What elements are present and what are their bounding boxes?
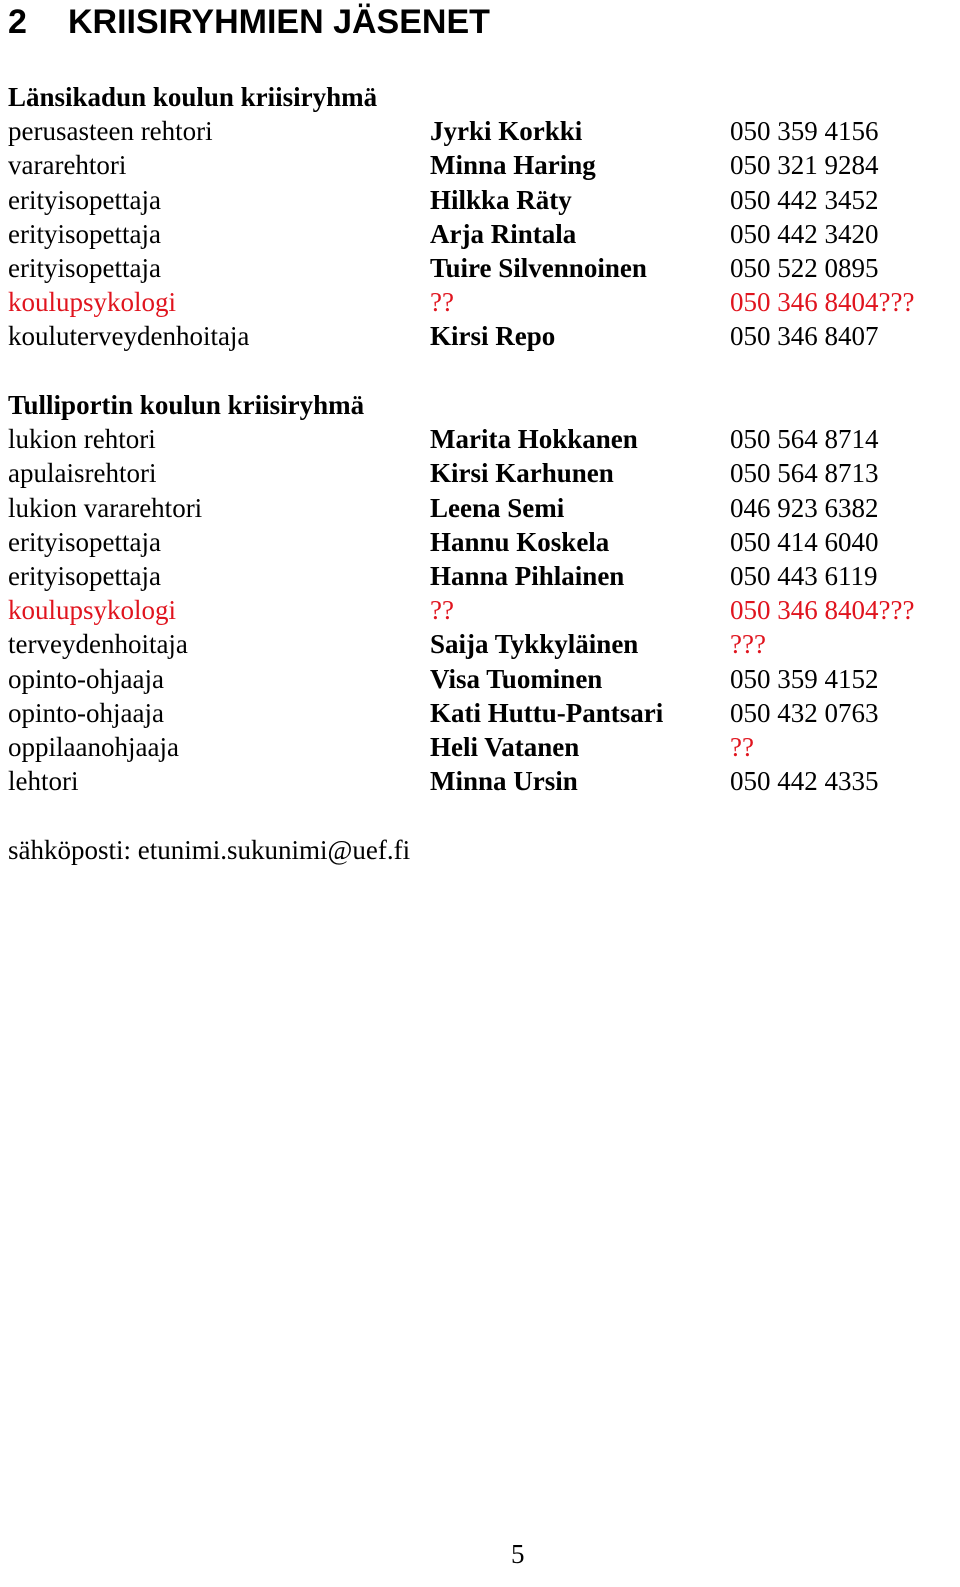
member-phone: 050 442 4335 [730, 766, 879, 797]
member-phone: 050 359 4156 [730, 116, 879, 147]
member-phone: 050 432 0763 [730, 697, 879, 728]
member-role: oppilaanohjaaja [8, 731, 179, 762]
member-role: erityisopettaja [8, 526, 161, 557]
member-name: ?? [430, 595, 454, 626]
member-phone: 050 564 8713 [730, 458, 879, 489]
member-phone: 050 321 9284 [730, 150, 879, 181]
member-row-unfilled [8, 593, 958, 627]
member-phone: 050 346 8404??? [730, 595, 915, 626]
crisis-group-lansikatu [8, 80, 958, 354]
section-title: KRIISIRYHMIEN JÄSENET [68, 3, 490, 41]
member-role: perusasteen rehtori [8, 116, 213, 147]
member-role: erityisopettaja [8, 218, 161, 249]
member-name: Marita Hokkanen [430, 424, 638, 455]
member-row [8, 251, 958, 285]
member-name: Arja Rintala [430, 218, 577, 249]
member-role: koulupsykologi [8, 595, 177, 626]
member-role: lehtori [8, 766, 79, 797]
group-title: Tulliportin koulun kriisiryhmä [8, 390, 365, 420]
member-row [8, 662, 958, 696]
member-name: Jyrki Korkki [430, 116, 583, 147]
member-phone: 050 564 8714 [730, 424, 879, 455]
member-phone: 050 442 3452 [730, 184, 879, 215]
member-row [8, 456, 958, 490]
member-row-unfilled [8, 285, 958, 319]
member-phone: 050 414 6040 [730, 526, 879, 557]
email-format-note: sähköposti: etunimi.sukunimi@uef.fi [8, 835, 411, 865]
section-number: 2 [8, 3, 27, 41]
member-name: Hanna Pihlainen [430, 560, 625, 591]
member-phone: 050 346 8407 [730, 321, 879, 352]
member-role: lukion rehtori [8, 424, 156, 455]
member-name: Kirsi Repo [430, 321, 556, 352]
member-role: lukion vararehtori [8, 492, 203, 523]
member-name: Tuire Silvennoinen [430, 252, 647, 283]
member-name: Hannu Koskela [430, 526, 610, 557]
member-phone: 050 346 8404??? [730, 287, 915, 318]
member-row [8, 627, 958, 661]
member-row [8, 183, 958, 217]
member-row [8, 525, 958, 559]
member-name: Leena Semi [430, 492, 565, 523]
member-name: Heli Vatanen [430, 731, 580, 762]
member-role: vararehtori [8, 150, 127, 181]
member-phone: 050 359 4152 [730, 663, 879, 694]
member-role: apulaisrehtori [8, 458, 157, 489]
member-phone: ??? [730, 629, 766, 660]
member-name: Saija Tykkyläinen [430, 629, 639, 660]
group-title: Länsikadun koulun kriisiryhmä [8, 82, 378, 112]
member-role: erityisopettaja [8, 252, 161, 283]
member-phone: 050 522 0895 [730, 252, 879, 283]
member-row [8, 491, 958, 525]
member-row [8, 422, 958, 456]
member-role: erityisopettaja [8, 184, 161, 215]
member-name: Visa Tuominen [430, 663, 603, 694]
crisis-group-tulliportti [8, 388, 958, 798]
member-row [8, 217, 958, 251]
member-name: Kirsi Karhunen [430, 458, 614, 489]
member-role: erityisopettaja [8, 560, 161, 591]
member-row [8, 696, 958, 730]
member-row [8, 764, 958, 798]
member-phone: 046 923 6382 [730, 492, 879, 523]
member-role: opinto-ohjaaja [8, 663, 164, 694]
member-row [8, 559, 958, 593]
member-row [8, 114, 958, 148]
member-role: opinto-ohjaaja [8, 697, 164, 728]
member-row [8, 730, 958, 764]
member-phone: ?? [730, 731, 754, 762]
member-name: Minna Haring [430, 150, 596, 181]
member-phone: 050 443 6119 [730, 560, 878, 591]
member-name: Minna Ursin [430, 766, 578, 797]
member-name: ?? [430, 287, 454, 318]
member-name: Hilkka Räty [430, 184, 572, 215]
member-role: kouluterveydenhoitaja [8, 321, 250, 352]
member-name: Kati Huttu-Pantsari [430, 697, 664, 728]
member-phone: 050 442 3420 [730, 218, 879, 249]
member-row [8, 319, 958, 353]
member-role: koulupsykologi [8, 287, 177, 318]
member-role: terveydenhoitaja [8, 629, 188, 660]
section-heading [8, 2, 490, 42]
page-number: 5 [511, 1539, 525, 1569]
member-row [8, 148, 958, 182]
